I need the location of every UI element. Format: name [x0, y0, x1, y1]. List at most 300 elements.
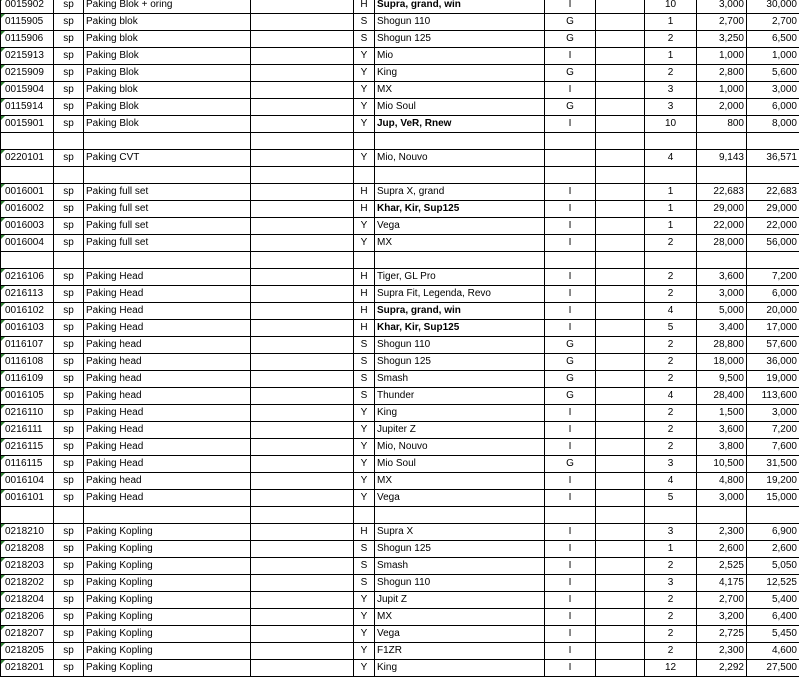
cell-total[interactable]: 31,500	[747, 456, 799, 473]
cell-description[interactable]: Paking blok	[84, 14, 251, 31]
cell-price[interactable]: 3,600	[697, 422, 747, 439]
cell-qty[interactable]: 2	[645, 286, 697, 303]
cell-sp[interactable]	[54, 167, 84, 184]
cell-kind[interactable]: I	[545, 541, 596, 558]
cell-empty[interactable]	[251, 660, 354, 677]
cell-empty[interactable]	[251, 303, 354, 320]
cell-qty[interactable]: 2	[645, 439, 697, 456]
cell-model[interactable]	[375, 252, 545, 269]
cell-empty[interactable]	[251, 235, 354, 252]
cell-item-code[interactable]	[1, 490, 54, 507]
cell-item-code[interactable]	[1, 388, 54, 405]
cell-description[interactable]: Paking Blok	[84, 99, 251, 116]
cell-kind[interactable]: G	[545, 65, 596, 82]
cell-description[interactable]	[84, 507, 251, 524]
cell-empty[interactable]	[596, 14, 645, 31]
cell-empty[interactable]	[251, 371, 354, 388]
cell-empty[interactable]	[251, 643, 354, 660]
cell-price[interactable]: 28,800	[697, 337, 747, 354]
cell-sp[interactable]: sp	[54, 388, 84, 405]
cell-price[interactable]: 2,292	[697, 660, 747, 677]
cell-empty[interactable]	[251, 507, 354, 524]
cell-empty[interactable]	[596, 541, 645, 558]
cell-type[interactable]: Y	[354, 218, 375, 235]
cell-empty[interactable]	[596, 167, 645, 184]
cell-model[interactable]: Vega	[375, 626, 545, 643]
cell-description[interactable]: Paking Head	[84, 303, 251, 320]
cell-price[interactable]: 2,300	[697, 643, 747, 660]
cell-total[interactable]: 4,600	[747, 643, 799, 660]
cell-price[interactable]: 2,800	[697, 65, 747, 82]
cell-kind[interactable]	[545, 507, 596, 524]
cell-kind[interactable]: I	[545, 116, 596, 133]
cell-description[interactable]: Paking Kopling	[84, 575, 251, 592]
cell-model[interactable]: MX	[375, 609, 545, 626]
cell-sp[interactable]: sp	[54, 0, 84, 14]
cell-total[interactable]: 19,000	[747, 371, 799, 388]
cell-kind[interactable]: I	[545, 201, 596, 218]
cell-model[interactable]: Shogun 125	[375, 541, 545, 558]
cell-model[interactable]: Jupit Z	[375, 592, 545, 609]
cell-price[interactable]: 1,000	[697, 82, 747, 99]
cell-empty[interactable]	[596, 660, 645, 677]
cell-sp[interactable]: sp	[54, 541, 84, 558]
cell-empty[interactable]	[596, 218, 645, 235]
cell-sp[interactable]: sp	[54, 354, 84, 371]
cell-qty[interactable]: 2	[645, 337, 697, 354]
cell-empty[interactable]	[596, 456, 645, 473]
cell-description[interactable]: Paking Head	[84, 490, 251, 507]
cell-sp[interactable]: sp	[54, 405, 84, 422]
cell-kind[interactable]: I	[545, 643, 596, 660]
cell-model[interactable]: Shogun 110	[375, 575, 545, 592]
cell-total[interactable]: 6,000	[747, 99, 799, 116]
cell-empty[interactable]	[596, 48, 645, 65]
cell-price[interactable]: 28,400	[697, 388, 747, 405]
cell-item-code[interactable]	[1, 405, 54, 422]
cell-sp[interactable]: sp	[54, 116, 84, 133]
cell-item-code[interactable]	[1, 337, 54, 354]
cell-type[interactable]: Y	[354, 609, 375, 626]
cell-kind[interactable]: I	[545, 405, 596, 422]
cell-item-code[interactable]	[1, 99, 54, 116]
cell-item-code[interactable]	[1, 439, 54, 456]
cell-kind[interactable]: G	[545, 14, 596, 31]
cell-kind[interactable]: I	[545, 0, 596, 14]
cell-total[interactable]: 5,050	[747, 558, 799, 575]
cell-item-code[interactable]	[1, 626, 54, 643]
cell-qty[interactable]: 2	[645, 558, 697, 575]
cell-empty[interactable]	[596, 286, 645, 303]
cell-empty[interactable]	[596, 558, 645, 575]
cell-type[interactable]	[354, 252, 375, 269]
cell-qty[interactable]: 4	[645, 388, 697, 405]
cell-empty[interactable]	[251, 320, 354, 337]
cell-price[interactable]: 3,200	[697, 609, 747, 626]
cell-empty[interactable]	[596, 133, 645, 150]
cell-qty[interactable]: 12	[645, 660, 697, 677]
cell-model[interactable]: King	[375, 65, 545, 82]
cell-kind[interactable]: G	[545, 337, 596, 354]
cell-description[interactable]: Paking Kopling	[84, 626, 251, 643]
cell-sp[interactable]: sp	[54, 371, 84, 388]
cell-item-code[interactable]	[1, 286, 54, 303]
cell-item-code[interactable]	[1, 150, 54, 167]
cell-type[interactable]: Y	[354, 592, 375, 609]
cell-type[interactable]: H	[354, 0, 375, 14]
cell-item-code[interactable]	[1, 320, 54, 337]
cell-qty[interactable]: 3	[645, 524, 697, 541]
cell-qty[interactable]: 2	[645, 31, 697, 48]
cell-type[interactable]: Y	[354, 439, 375, 456]
cell-kind[interactable]	[545, 252, 596, 269]
cell-item-code[interactable]	[1, 0, 54, 14]
cell-model[interactable]: King	[375, 660, 545, 677]
cell-sp[interactable]: sp	[54, 65, 84, 82]
cell-type[interactable]: Y	[354, 405, 375, 422]
cell-total[interactable]: 5,400	[747, 592, 799, 609]
cell-description[interactable]: Paking Blok	[84, 48, 251, 65]
cell-empty[interactable]	[251, 167, 354, 184]
cell-empty[interactable]	[251, 65, 354, 82]
cell-type[interactable]: S	[354, 354, 375, 371]
cell-item-code[interactable]	[1, 473, 54, 490]
cell-kind[interactable]: I	[545, 235, 596, 252]
cell-item-code[interactable]	[1, 65, 54, 82]
cell-type[interactable]: S	[354, 371, 375, 388]
cell-empty[interactable]	[596, 235, 645, 252]
cell-item-code[interactable]	[1, 660, 54, 677]
cell-total[interactable]: 17,000	[747, 320, 799, 337]
cell-price[interactable]: 10,500	[697, 456, 747, 473]
cell-description[interactable]	[84, 167, 251, 184]
cell-qty[interactable]	[645, 167, 697, 184]
cell-type[interactable]: Y	[354, 490, 375, 507]
cell-empty[interactable]	[251, 31, 354, 48]
cell-qty[interactable]: 2	[645, 371, 697, 388]
cell-sp[interactable]: sp	[54, 82, 84, 99]
cell-description[interactable]: Paking Kopling	[84, 609, 251, 626]
cell-kind[interactable]: G	[545, 456, 596, 473]
cell-empty[interactable]	[596, 116, 645, 133]
cell-item-code[interactable]	[1, 48, 54, 65]
cell-sp[interactable]: sp	[54, 184, 84, 201]
cell-description[interactable]: Paking full set	[84, 201, 251, 218]
cell-price[interactable]	[697, 252, 747, 269]
cell-total[interactable]: 113,600	[747, 388, 799, 405]
cell-description[interactable]: Paking Head	[84, 405, 251, 422]
cell-description[interactable]: Paking Head	[84, 286, 251, 303]
cell-price[interactable]	[697, 167, 747, 184]
cell-type[interactable]: H	[354, 524, 375, 541]
cell-total[interactable]: 12,525	[747, 575, 799, 592]
cell-qty[interactable]: 1	[645, 14, 697, 31]
cell-model[interactable]: Tiger, GL Pro	[375, 269, 545, 286]
cell-sp[interactable]: sp	[54, 643, 84, 660]
cell-model[interactable]: Shogun 125	[375, 354, 545, 371]
cell-item-code[interactable]	[1, 575, 54, 592]
cell-qty[interactable]: 2	[645, 354, 697, 371]
cell-price[interactable]: 2,700	[697, 592, 747, 609]
cell-sp[interactable]: sp	[54, 99, 84, 116]
cell-kind[interactable]: I	[545, 609, 596, 626]
cell-sp[interactable]: sp	[54, 303, 84, 320]
cell-sp[interactable]: sp	[54, 320, 84, 337]
cell-model[interactable]: Khar, Kir, Sup125	[375, 320, 545, 337]
cell-qty[interactable]: 3	[645, 82, 697, 99]
cell-model[interactable]: Shogun 110	[375, 337, 545, 354]
cell-price[interactable]: 29,000	[697, 201, 747, 218]
cell-item-code[interactable]	[1, 609, 54, 626]
cell-total[interactable]: 7,200	[747, 269, 799, 286]
cell-price[interactable]: 800	[697, 116, 747, 133]
cell-description[interactable]: Paking Head	[84, 269, 251, 286]
cell-empty[interactable]	[251, 184, 354, 201]
cell-model[interactable]: MX	[375, 235, 545, 252]
cell-sp[interactable]: sp	[54, 14, 84, 31]
cell-description[interactable]: Paking Blok + oring	[84, 0, 251, 14]
cell-item-code[interactable]	[1, 303, 54, 320]
cell-description[interactable]: Paking head	[84, 388, 251, 405]
cell-sp[interactable]	[54, 252, 84, 269]
cell-qty[interactable]: 2	[645, 269, 697, 286]
cell-sp[interactable]	[54, 507, 84, 524]
cell-total[interactable]	[747, 133, 799, 150]
cell-kind[interactable]: G	[545, 31, 596, 48]
cell-model[interactable]: Mio	[375, 48, 545, 65]
cell-price[interactable]: 3,250	[697, 31, 747, 48]
cell-description[interactable]: Paking head	[84, 354, 251, 371]
cell-kind[interactable]: G	[545, 99, 596, 116]
cell-model[interactable]: MX	[375, 473, 545, 490]
cell-empty[interactable]	[251, 575, 354, 592]
cell-sp[interactable]: sp	[54, 235, 84, 252]
cell-type[interactable]: H	[354, 320, 375, 337]
cell-item-code[interactable]	[1, 82, 54, 99]
cell-description[interactable]: Paking Kopling	[84, 643, 251, 660]
cell-total[interactable]: 27,500	[747, 660, 799, 677]
cell-description[interactable]: Paking blok	[84, 31, 251, 48]
cell-description[interactable]: Paking Kopling	[84, 558, 251, 575]
cell-empty[interactable]	[251, 422, 354, 439]
cell-type[interactable]: Y	[354, 82, 375, 99]
cell-empty[interactable]	[596, 524, 645, 541]
cell-price[interactable]: 3,400	[697, 320, 747, 337]
cell-total[interactable]	[747, 507, 799, 524]
cell-price[interactable]	[697, 507, 747, 524]
cell-empty[interactable]	[596, 184, 645, 201]
cell-price[interactable]	[697, 133, 747, 150]
cell-item-code[interactable]	[1, 269, 54, 286]
cell-total[interactable]: 57,600	[747, 337, 799, 354]
cell-item-code[interactable]	[1, 354, 54, 371]
cell-type[interactable]: H	[354, 286, 375, 303]
cell-price[interactable]: 5,000	[697, 303, 747, 320]
cell-description[interactable]: Paking blok	[84, 82, 251, 99]
cell-kind[interactable]: I	[545, 286, 596, 303]
cell-item-code[interactable]	[1, 371, 54, 388]
cell-model[interactable]: Smash	[375, 558, 545, 575]
cell-kind[interactable]: I	[545, 303, 596, 320]
cell-item-code[interactable]	[1, 558, 54, 575]
cell-empty[interactable]	[251, 337, 354, 354]
cell-empty[interactable]	[596, 320, 645, 337]
cell-kind[interactable]: I	[545, 473, 596, 490]
cell-empty[interactable]	[251, 0, 354, 14]
cell-sp[interactable]: sp	[54, 337, 84, 354]
cell-qty[interactable]: 5	[645, 490, 697, 507]
cell-item-code[interactable]	[1, 201, 54, 218]
cell-kind[interactable]: I	[545, 558, 596, 575]
cell-total[interactable]: 19,200	[747, 473, 799, 490]
cell-qty[interactable]: 2	[645, 65, 697, 82]
cell-empty[interactable]	[251, 490, 354, 507]
cell-description[interactable]: Paking Kopling	[84, 660, 251, 677]
cell-total[interactable]: 2,700	[747, 14, 799, 31]
cell-empty[interactable]	[596, 269, 645, 286]
cell-sp[interactable]	[54, 133, 84, 150]
cell-model[interactable]: Smash	[375, 371, 545, 388]
cell-empty[interactable]	[596, 201, 645, 218]
cell-type[interactable]: H	[354, 201, 375, 218]
cell-type[interactable]: H	[354, 303, 375, 320]
cell-sp[interactable]: sp	[54, 218, 84, 235]
cell-total[interactable]: 2,600	[747, 541, 799, 558]
cell-model[interactable]: Jupiter Z	[375, 422, 545, 439]
cell-description[interactable]: Paking full set	[84, 218, 251, 235]
cell-model[interactable]: King	[375, 405, 545, 422]
cell-item-code[interactable]	[1, 218, 54, 235]
cell-qty[interactable]: 2	[645, 626, 697, 643]
cell-empty[interactable]	[596, 0, 645, 14]
cell-empty[interactable]	[596, 609, 645, 626]
cell-description[interactable]: Paking CVT	[84, 150, 251, 167]
cell-type[interactable]: Y	[354, 422, 375, 439]
cell-model[interactable]: Supra, grand, win	[375, 303, 545, 320]
cell-empty[interactable]	[251, 82, 354, 99]
cell-total[interactable]: 6,400	[747, 609, 799, 626]
cell-empty[interactable]	[251, 99, 354, 116]
cell-sp[interactable]: sp	[54, 490, 84, 507]
cell-empty[interactable]	[596, 252, 645, 269]
cell-kind[interactable]: I	[545, 439, 596, 456]
cell-item-code[interactable]	[1, 116, 54, 133]
cell-description[interactable]: Paking full set	[84, 235, 251, 252]
cell-type[interactable]: Y	[354, 626, 375, 643]
cell-sp[interactable]: sp	[54, 150, 84, 167]
cell-price[interactable]: 28,000	[697, 235, 747, 252]
cell-empty[interactable]	[596, 82, 645, 99]
cell-empty[interactable]	[251, 218, 354, 235]
cell-kind[interactable]: I	[545, 82, 596, 99]
cell-sp[interactable]: sp	[54, 609, 84, 626]
cell-kind[interactable]	[545, 133, 596, 150]
cell-kind[interactable]: I	[545, 626, 596, 643]
cell-type[interactable]: S	[354, 388, 375, 405]
cell-empty[interactable]	[251, 14, 354, 31]
cell-empty[interactable]	[251, 201, 354, 218]
cell-empty[interactable]	[251, 473, 354, 490]
cell-empty[interactable]	[596, 303, 645, 320]
cell-type[interactable]: Y	[354, 235, 375, 252]
cell-description[interactable]: Paking full set	[84, 184, 251, 201]
cell-description[interactable]: Paking Kopling	[84, 541, 251, 558]
cell-description[interactable]: Paking head	[84, 473, 251, 490]
cell-qty[interactable]: 1	[645, 184, 697, 201]
cell-model[interactable]: Supra X	[375, 524, 545, 541]
cell-item-code[interactable]	[1, 235, 54, 252]
cell-sp[interactable]: sp	[54, 286, 84, 303]
cell-sp[interactable]: sp	[54, 524, 84, 541]
cell-sp[interactable]: sp	[54, 660, 84, 677]
cell-model[interactable]: Mio Soul	[375, 99, 545, 116]
cell-sp[interactable]: sp	[54, 269, 84, 286]
cell-qty[interactable]: 2	[645, 643, 697, 660]
cell-kind[interactable]: G	[545, 388, 596, 405]
cell-type[interactable]: S	[354, 31, 375, 48]
cell-sp[interactable]: sp	[54, 575, 84, 592]
cell-price[interactable]: 22,000	[697, 218, 747, 235]
cell-model[interactable]: Mio, Nouvo	[375, 439, 545, 456]
cell-kind[interactable]: I	[545, 184, 596, 201]
cell-model[interactable]	[375, 167, 545, 184]
cell-total[interactable]: 5,450	[747, 626, 799, 643]
cell-empty[interactable]	[251, 252, 354, 269]
cell-price[interactable]: 2,600	[697, 541, 747, 558]
cell-empty[interactable]	[596, 422, 645, 439]
cell-description[interactable]: Paking Kopling	[84, 524, 251, 541]
cell-price[interactable]: 3,000	[697, 286, 747, 303]
cell-model[interactable]: Shogun 110	[375, 14, 545, 31]
cell-price[interactable]: 2,000	[697, 99, 747, 116]
cell-price[interactable]: 9,143	[697, 150, 747, 167]
cell-empty[interactable]	[596, 592, 645, 609]
cell-kind[interactable]: I	[545, 490, 596, 507]
cell-price[interactable]: 2,300	[697, 524, 747, 541]
cell-type[interactable]: Y	[354, 660, 375, 677]
cell-empty[interactable]	[251, 150, 354, 167]
cell-type[interactable]: H	[354, 184, 375, 201]
cell-kind[interactable]: G	[545, 371, 596, 388]
cell-empty[interactable]	[596, 99, 645, 116]
cell-qty[interactable]: 4	[645, 303, 697, 320]
cell-empty[interactable]	[251, 558, 354, 575]
cell-model[interactable]: F1ZR	[375, 643, 545, 660]
cell-empty[interactable]	[596, 507, 645, 524]
cell-sp[interactable]: sp	[54, 558, 84, 575]
cell-kind[interactable]: I	[545, 269, 596, 286]
cell-empty[interactable]	[251, 48, 354, 65]
cell-item-code[interactable]	[1, 184, 54, 201]
cell-empty[interactable]	[251, 354, 354, 371]
cell-type[interactable]: S	[354, 558, 375, 575]
cell-total[interactable]: 36,571	[747, 150, 799, 167]
cell-item-code[interactable]	[1, 592, 54, 609]
cell-empty[interactable]	[596, 31, 645, 48]
cell-price[interactable]: 3,800	[697, 439, 747, 456]
cell-qty[interactable]: 3	[645, 456, 697, 473]
cell-empty[interactable]	[251, 541, 354, 558]
cell-model[interactable]: Shogun 125	[375, 31, 545, 48]
cell-item-code[interactable]	[1, 14, 54, 31]
cell-kind[interactable]: I	[545, 218, 596, 235]
cell-item-code[interactable]	[1, 524, 54, 541]
cell-total[interactable]: 29,000	[747, 201, 799, 218]
cell-sp[interactable]: sp	[54, 201, 84, 218]
cell-model[interactable]: MX	[375, 82, 545, 99]
cell-description[interactable]: Paking Head	[84, 320, 251, 337]
cell-empty[interactable]	[596, 337, 645, 354]
